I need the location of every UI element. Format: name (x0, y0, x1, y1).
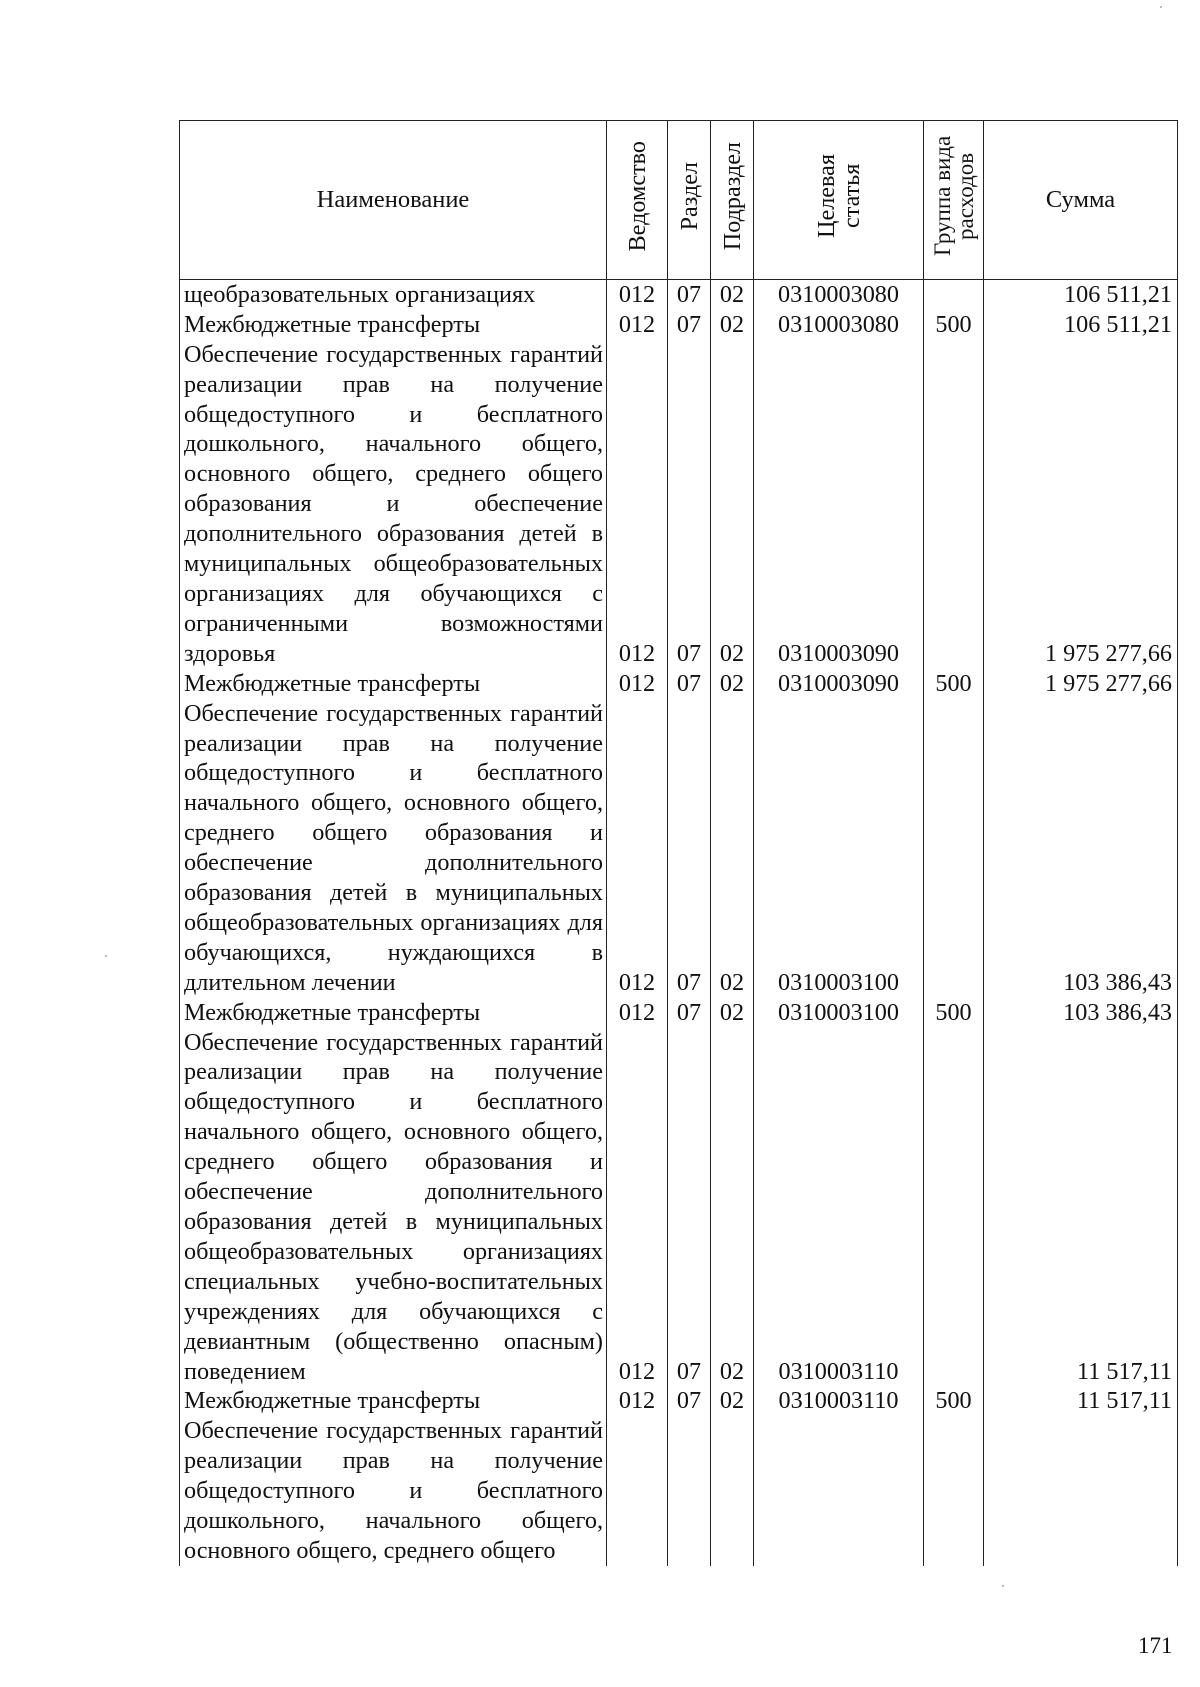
table-row (180, 279, 1178, 309)
row-tselevaya-cell: 0310003100 (754, 998, 924, 1028)
header-ved: Ведомство (607, 121, 668, 280)
row-gruppa-cell (924, 1028, 984, 1387)
row-podrazdel-cell: 02 (711, 998, 754, 1028)
row-tselevaya-cell: 0310003090 (754, 340, 924, 669)
table-row (180, 1028, 1178, 1387)
row-razdel-cell: 07 (668, 1028, 711, 1387)
scan-artifact (1002, 1585, 1004, 1587)
row-tselevaya-cell: 0310003080 (754, 310, 924, 340)
row-razdel-cell: 07 (668, 310, 711, 340)
row-razdel-cell: 07 (668, 669, 711, 699)
row-razdel-cell: 07 (668, 998, 711, 1028)
table-header (180, 121, 1178, 280)
row-summa-cell: 103 386,43 (984, 998, 1178, 1028)
row-razdel-cell: 07 (668, 279, 711, 309)
row-name-cell: Межбюджетные трансферты (180, 1386, 607, 1416)
row-ved-cell: 012 (607, 279, 668, 309)
row-name-cell: Обеспечение государственных гарантий реализации прав на получение общедоступного и бесплатного дошкольного, начального общего, основного общего, среднего общего образования и обеспечение дополнительного образования детей в муниципальных общеобразовательных организациях для обучающихся с ограниченными возможностями здоровья (180, 340, 607, 669)
row-razdel-cell: 07 (668, 340, 711, 669)
row-summa-cell (984, 1416, 1178, 1566)
row-tselevaya-cell: 0310003100 (754, 699, 924, 998)
table-row (180, 998, 1178, 1028)
row-tselevaya-cell: 0310003080 (754, 279, 924, 309)
row-ved-cell (607, 1416, 668, 1566)
row-razdel-cell: 07 (668, 699, 711, 998)
row-podrazdel-cell: 02 (711, 699, 754, 998)
row-podrazdel-cell: 02 (711, 669, 754, 699)
row-ved-cell: 012 (607, 669, 668, 699)
row-tselevaya-cell (754, 1416, 924, 1566)
table-row (180, 1386, 1178, 1416)
row-podrazdel-cell: 02 (711, 340, 754, 669)
row-tselevaya-cell: 0310003110 (754, 1028, 924, 1387)
row-podrazdel-cell: 02 (711, 1028, 754, 1387)
row-name-cell: Межбюджетные трансферты (180, 669, 607, 699)
row-name-cell: Обеспечение государственных гарантий реализации прав на получение общедоступного и бесплатного начального общего, основного общего, среднего общего образования и обеспечение дополнительного образования детей в муниципальных общеобразовательных организациях специальных учебно-воспитательных учреждениях для обучающихся с девиантным (общественно опасным) поведением (180, 1028, 607, 1387)
header-gruppa: Группа вида расходов (924, 121, 984, 280)
row-ved-cell: 012 (607, 340, 668, 669)
row-ved-cell: 012 (607, 1386, 668, 1416)
row-ved-cell: 012 (607, 1028, 668, 1387)
row-gruppa-cell (924, 340, 984, 669)
row-podrazdel-cell (711, 1416, 754, 1566)
row-tselevaya-cell: 0310003090 (754, 669, 924, 699)
row-razdel-cell (668, 1416, 711, 1566)
row-podrazdel-cell: 02 (711, 1386, 754, 1416)
budget-table (179, 120, 1178, 1566)
row-gruppa-cell: 500 (924, 669, 984, 699)
row-podrazdel-cell: 02 (711, 279, 754, 309)
row-summa-cell: 1 975 277,66 (984, 340, 1178, 669)
row-name-cell: щеобразовательных организациях (180, 279, 607, 309)
row-gruppa-cell: 500 (924, 998, 984, 1028)
row-podrazdel-cell: 02 (711, 310, 754, 340)
row-ved-cell: 012 (607, 310, 668, 340)
row-summa-cell: 11 517,11 (984, 1028, 1178, 1387)
header-razdel: Раздел (668, 121, 711, 280)
row-gruppa-cell (924, 1416, 984, 1566)
row-name-cell: Межбюджетные трансферты (180, 310, 607, 340)
row-summa-cell: 106 511,21 (984, 279, 1178, 309)
table-row (180, 669, 1178, 699)
table-body (180, 279, 1178, 1565)
header-summa: Сумма (984, 121, 1178, 280)
row-razdel-cell: 07 (668, 1386, 711, 1416)
table-row (180, 1416, 1178, 1566)
row-gruppa-cell: 500 (924, 1386, 984, 1416)
row-gruppa-cell (924, 279, 984, 309)
header-tselevaya: Целевая статья (754, 121, 924, 280)
row-gruppa-cell (924, 699, 984, 998)
row-name-cell: Обеспечение государственных гарантий реализации прав на получение общедоступного и бесплатного начального общего, основного общего, среднего общего образования и обеспечение дополнительного образования детей в муниципальных общеобразовательных организациях для обучающихся, нуждающихся в длительном лечении (180, 699, 607, 998)
scan-artifact (1160, 6, 1162, 8)
row-name-cell: Обеспечение государственных гарантий реализации прав на получение общедоступного и бесплатного дошкольного, начального общего, основного общего, среднего общего (180, 1416, 607, 1566)
row-summa-cell: 1 975 277,66 (984, 669, 1178, 699)
scan-artifact (105, 955, 107, 957)
row-ved-cell: 012 (607, 699, 668, 998)
row-tselevaya-cell: 0310003110 (754, 1386, 924, 1416)
row-summa-cell: 106 511,21 (984, 310, 1178, 340)
table-row (180, 699, 1178, 998)
table-row (180, 340, 1178, 669)
row-name-cell: Межбюджетные трансферты (180, 998, 607, 1028)
header-podrazdel: Подраздел (711, 121, 754, 280)
table-row (180, 310, 1178, 340)
row-gruppa-cell: 500 (924, 310, 984, 340)
row-summa-cell: 103 386,43 (984, 699, 1178, 998)
row-summa-cell: 11 517,11 (984, 1386, 1178, 1416)
row-ved-cell: 012 (607, 998, 668, 1028)
page-number: 171 (1138, 1633, 1173, 1658)
header-name: Наименование (180, 121, 607, 280)
